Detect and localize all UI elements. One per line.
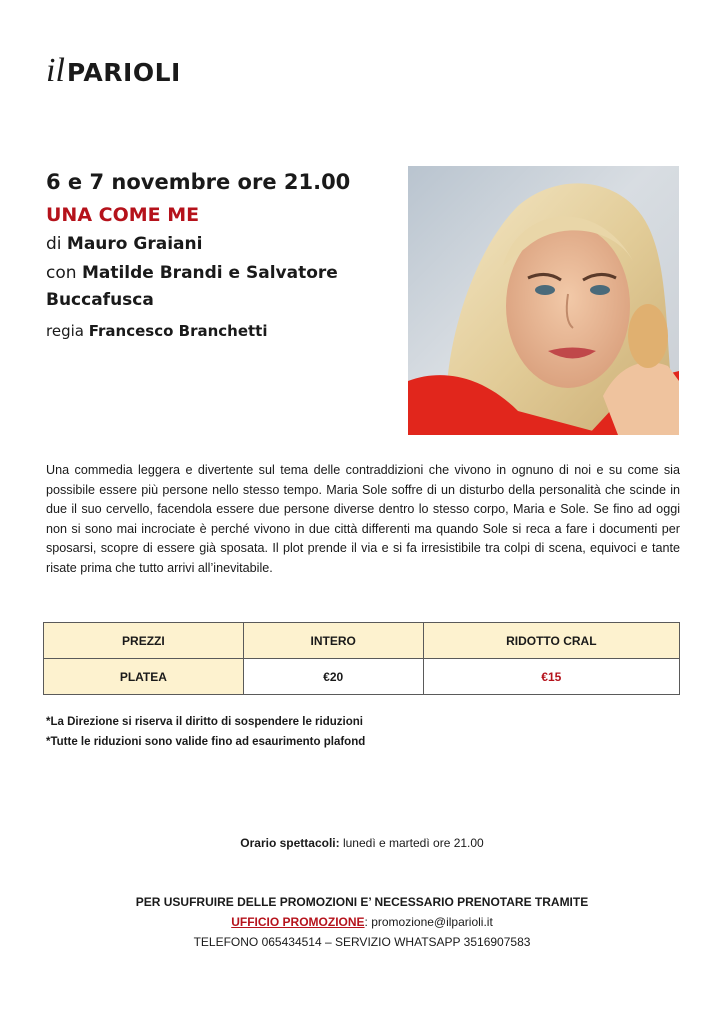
show-schedule	[0, 836, 724, 850]
show-description: Una commedia leggera e divertente sul tema delle contraddizioni che vivono in ognuno di noi e su come sia possibile essere più persone nello stesso tempo. Maria Sole soffre di un disturbo della personalità che scinde in due il suo cervello, facendola essere due persone diverse dentro lo stesso corpo, Maria e Sole. Se fino ad oggi non si sono mai incrociate è perché vivono in due città differenti ma quando Sole si reca a fare i documenti per sposarsi, scopre di essere già sposata. Il plot prende il via e si fa irresistibile tra colpi di scena, equivoci e tante risate prima che tutto arrivi all’inevitabile.	[46, 463, 680, 575]
logo-prefix: il	[46, 52, 65, 89]
director-prefix: regia	[46, 322, 84, 340]
booking-phone: TELEFONO 065434514 – SERVIZIO WHATSAPP 3516907583	[193, 935, 531, 949]
header-reduced: RIDOTTO CRAL	[423, 623, 679, 659]
price-full: €20	[243, 659, 423, 695]
notes	[46, 712, 680, 752]
brand-logo	[46, 52, 181, 90]
actress-photo	[408, 166, 679, 435]
header-full: INTERO	[243, 623, 423, 659]
schedule-value: lunedì e martedì ore 21.00	[342, 836, 484, 850]
price-table	[43, 622, 680, 695]
booking-info	[0, 892, 724, 952]
event-title: UNA COME ME	[46, 204, 200, 226]
event-info	[46, 168, 386, 342]
note-item: *La Direzione si riserva il diritto di sospendere le riduzioni	[46, 716, 363, 728]
event-date: 6 e 7 novembre ore 21.00	[46, 170, 351, 194]
note-item: *Tutte le riduzioni sono valide fino ad esaurimento plafond	[46, 736, 366, 748]
author-prefix: di	[46, 234, 62, 254]
event-cast	[46, 260, 386, 314]
event-author	[46, 232, 386, 257]
header-prices: PREZZI	[44, 623, 244, 659]
price-table-header-row	[44, 623, 680, 659]
portrait-illustration	[408, 166, 679, 435]
office-label: UFFICIO PROMOZIONE	[231, 915, 365, 929]
director-name: Francesco Branchetti	[88, 322, 268, 340]
schedule-label: Orario spettacoli:	[240, 836, 340, 850]
table-row	[44, 659, 680, 695]
cast-prefix: con	[46, 263, 77, 283]
logo-name: PARIOLI	[66, 58, 181, 87]
price-reduced: €15	[423, 659, 679, 695]
booking-office	[0, 912, 724, 932]
office-email[interactable]: : promozione@ilparioli.it	[364, 915, 493, 929]
event-director	[46, 320, 386, 342]
row-label-platea: PLATEA	[44, 659, 244, 695]
author-name: Mauro Graiani	[66, 234, 203, 254]
cast-names: Matilde Brandi e Salvatore Buccafusca	[46, 263, 338, 310]
booking-heading: PER USUFRUIRE DELLE PROMOZIONI E’ NECESSARIO PRENOTARE TRAMITE	[135, 895, 589, 909]
